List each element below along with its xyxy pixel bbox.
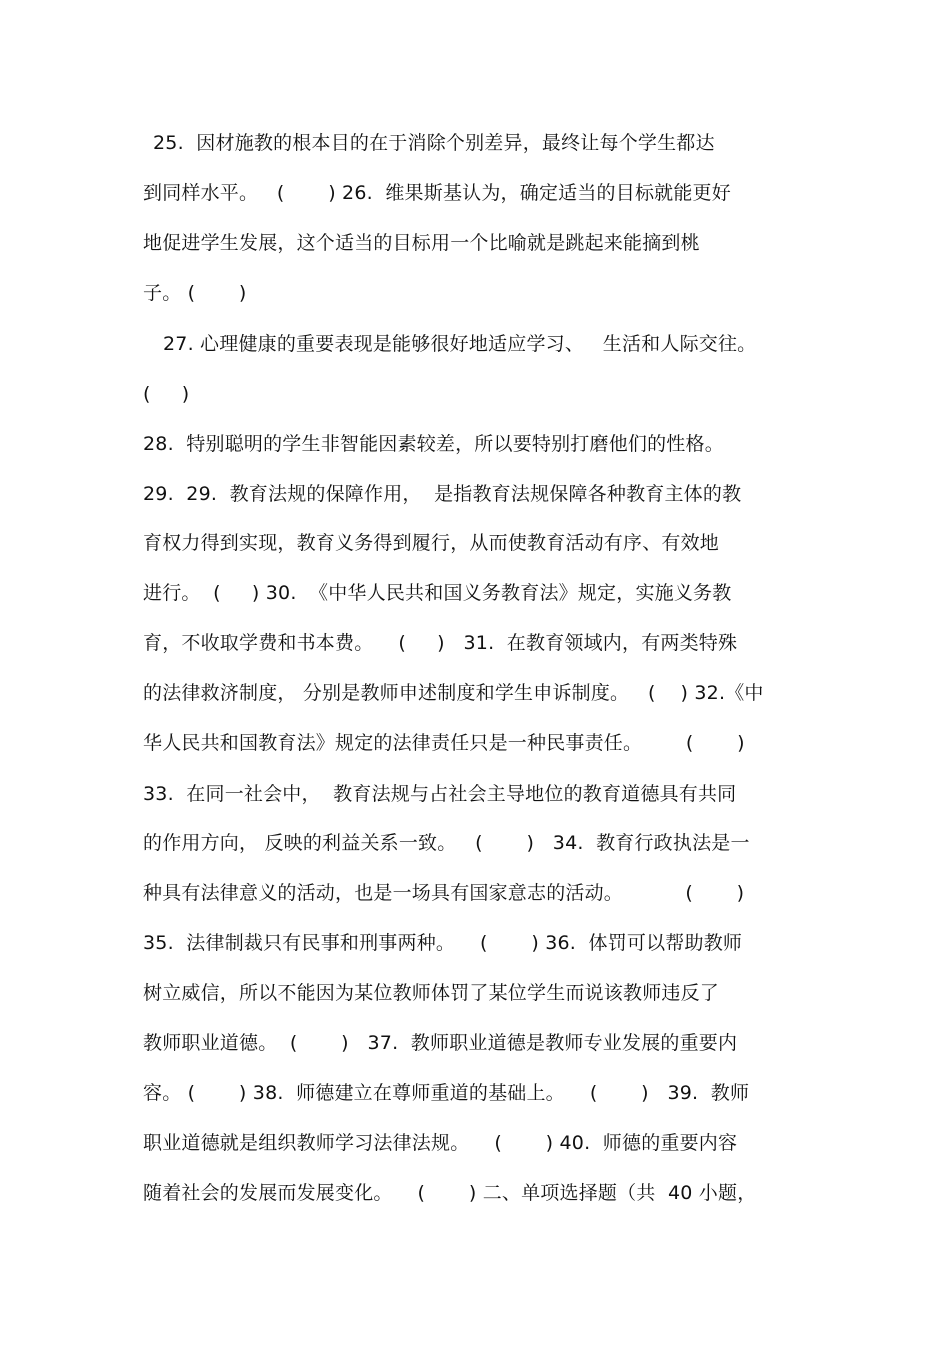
text-line-2: 到同样水平。 ( ) 26. 维果斯基认为，确定适当的目标就能更好	[143, 182, 731, 204]
text-line-12: 的法律救济制度， 分别是教师申述制度和学生申诉制度。 ( ) 32.《中	[143, 682, 764, 704]
text-line-22: 随着社会的发展而发展变化。 ( ) 二、单项选择题（共 40 小题，	[143, 1182, 757, 1204]
text-line-5: 27. 心理健康的重要表现是能够很好地适应学习、 生活和人际交往。	[163, 333, 757, 355]
text-line-17: 35. 法律制裁只有民事和刑事两种。 ( ) 36. 体罚可以帮助教师	[143, 932, 743, 954]
text-line-21: 职业道德就是组织教师学习法律法规。 ( ) 40. 师德的重要内容	[143, 1132, 738, 1154]
text-line-20: 容。 ( ) 38. 师德建立在尊师重道的基础上。 ( ) 39. 教师	[143, 1082, 750, 1104]
text-line-11: 育，不收取学费和书本费。 ( ) 31. 在教育领域内，有两类特殊	[143, 632, 738, 654]
text-line-3: 地促进学生发展，这个适当的目标用一个比喻就是跳起来能摘到桃	[143, 232, 700, 254]
text-line-9: 育权力得到实现，教育义务得到履行，从而使教育活动有序、有效地	[143, 532, 720, 554]
text-line-8: 29. 29. 教育法规的保障作用， 是指教育法规保障各种教育主体的教	[143, 483, 742, 505]
text-line-4: 子。 ( )	[143, 282, 247, 304]
text-line-15: 的作用方向， 反映的利益关系一致。 ( ) 34. 教育行政执法是一	[143, 832, 750, 854]
text-line-14: 33. 在同一社会中， 教育法规与占社会主导地位的教育道德具有共同	[143, 783, 737, 805]
text-line-13: 华人民共和国教育法》规定的法律责任只是一种民事责任。 ( )	[143, 732, 745, 754]
text-line-16: 种具有法律意义的活动，也是一场具有国家意志的活动。 ( )	[143, 882, 745, 904]
text-line-19: 教师职业道德。 ( ) 37. 教师职业道德是教师专业发展的重要内	[143, 1032, 738, 1054]
text-line-7: 28. 特别聪明的学生非智能因素较差，所以要特别打磨他们的性格。	[143, 433, 724, 455]
text-line-6: ( )	[143, 383, 190, 405]
text-line-1: 25. 因材施教的根本目的在于消除个别差异，最终让每个学生都达	[153, 132, 715, 154]
text-line-18: 树立威信，所以不能因为某位教师体罚了某位学生而说该教师违反了	[143, 982, 720, 1004]
text-line-10: 进行。 ( ) 30. 《中华人民共和国义务教育法》规定，实施义务教	[143, 582, 732, 604]
